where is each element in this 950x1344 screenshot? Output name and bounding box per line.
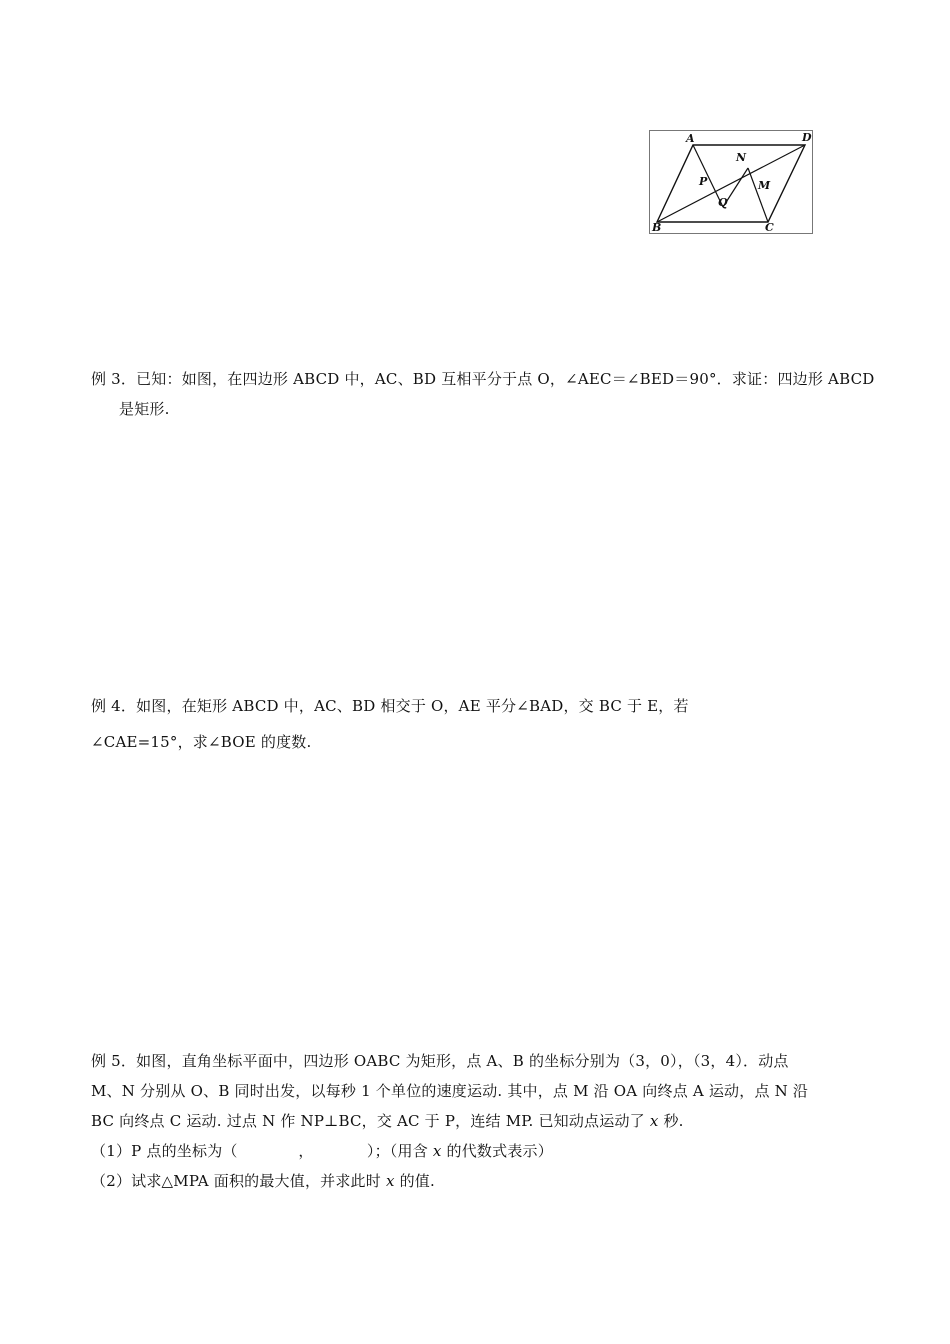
example-5-line-3-end: 秒. xyxy=(663,1112,684,1130)
line-nc xyxy=(748,168,768,222)
question-1-text: （1）P 点的坐标为（ ， ）；（用含 xyxy=(91,1142,428,1160)
variable-x: x xyxy=(385,1172,395,1190)
example-5-line-2: M、N 分别从 O、B 同时出发，以每秒 1 个单位的速度运动. 其中，点 M 沿 OA 向终点 A 运动，点 N 沿 xyxy=(91,1082,809,1100)
parallelogram-diagram xyxy=(650,131,812,233)
question-2-end: 的值. xyxy=(399,1172,435,1190)
variable-x: x xyxy=(432,1142,442,1160)
question-1 xyxy=(91,1136,871,1166)
question-2-text: （2）试求△MPA 面积的最大值，并求此时 xyxy=(91,1172,381,1190)
question-1-end: 的代数式表示） xyxy=(446,1142,553,1160)
example-5 xyxy=(91,1046,871,1196)
question-2 xyxy=(91,1166,871,1196)
example-3 xyxy=(91,364,875,424)
variable-x: x xyxy=(649,1112,659,1130)
label-p: P xyxy=(699,175,708,188)
diagonal-bd xyxy=(657,145,805,222)
example-4-line-2: ∠CAE=15°，求∠BOE 的度数. xyxy=(91,733,312,751)
label-q: Q xyxy=(718,196,728,209)
example-5-line-3 xyxy=(91,1106,871,1136)
parallelogram-figure xyxy=(649,130,813,234)
example-4-line-1: 例 4．如图，在矩形 ABCD 中，AC、BD 相交于 O，AE 平分∠BAD，交 BC 于 E，若 xyxy=(91,697,689,715)
label-n: N xyxy=(736,151,747,164)
label-b: B xyxy=(652,221,662,233)
label-d: D xyxy=(802,131,812,144)
example-3-line-1: 例 3．已知：如图，在四边形 ABCD 中，AC、BD 互相平分于点 O，∠AEC＝∠BED＝90°．求证：四边形 ABCD xyxy=(91,370,875,388)
label-c: C xyxy=(765,221,774,233)
example-5-line-3-text: BC 向终点 C 运动. 过点 N 作 NP⊥BC，交 AC 于 P，连结 MP. 已知动点运动了 xyxy=(91,1112,645,1130)
example-4 xyxy=(91,688,871,760)
example-5-line-1: 例 5．如图，直角坐标平面中，四边形 OABC 为矩形，点 A、B 的坐标分别为（3，0），（3，4）．动点 xyxy=(91,1052,789,1070)
label-m: M xyxy=(758,179,771,192)
label-a: A xyxy=(686,132,695,145)
example-3-line-2: 是矩形. xyxy=(119,400,170,418)
